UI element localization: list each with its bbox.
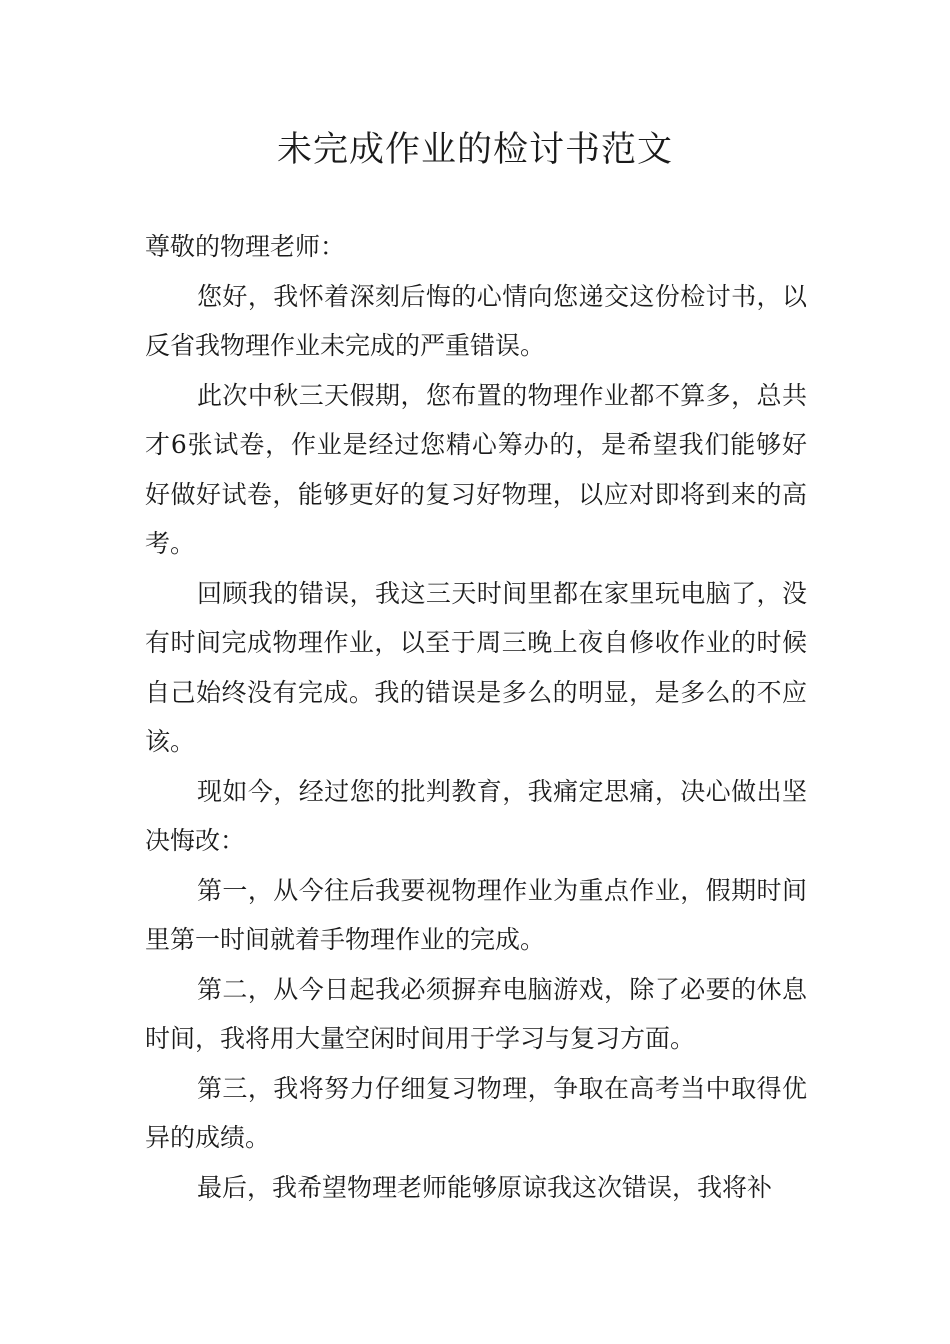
paragraph-point-one: 第一，从今往后我要视物理作业为重点作业，假期时间里第一时间就着手物理作业的完成。 bbox=[145, 875, 807, 954]
paragraph-assignment: 此次中秋三天假期，您布置的物理作业都不算多，总共才6张试卷，作业是经过您精心筹办的，是希望我们能够好好做好试卷，能够更好的复习好物理，以应对即将到来的高考。 bbox=[145, 380, 807, 558]
paragraph-review: 回顾我的错误，我这三天时间里都在家里玩电脑了，没有时间完成物理作业，以至于周三晚上夜自修收作业的时候自己始终没有完成。我的错误是多么的明显，是多么的不应该。 bbox=[145, 578, 807, 756]
paragraph-point-two: 第二，从今日起我必须摒弃电脑游戏，除了必要的休息时间，我将用大量空闲时间用于学习与复习方面。 bbox=[145, 974, 807, 1053]
paragraph-resolution: 现如今，经过您的批判教育，我痛定思痛，决心做出坚决悔改： bbox=[145, 776, 807, 855]
salutation: 尊敬的物理老师： bbox=[145, 232, 346, 261]
paragraph-closing: 最后，我希望物理老师能够原谅我这次错误，我将补 bbox=[197, 1172, 773, 1202]
paragraph-point-three: 第三，我将努力仔细复习物理，争取在高考当中取得优异的成绩。 bbox=[145, 1073, 807, 1152]
document-title: 未完成作业的检讨书范文 bbox=[276, 130, 673, 170]
document-body bbox=[145, 222, 807, 1212]
paragraph-greeting: 您好，我怀着深刻后悔的心情向您递交这份检讨书，以反省我物理作业未完成的严重错误。 bbox=[145, 281, 807, 360]
